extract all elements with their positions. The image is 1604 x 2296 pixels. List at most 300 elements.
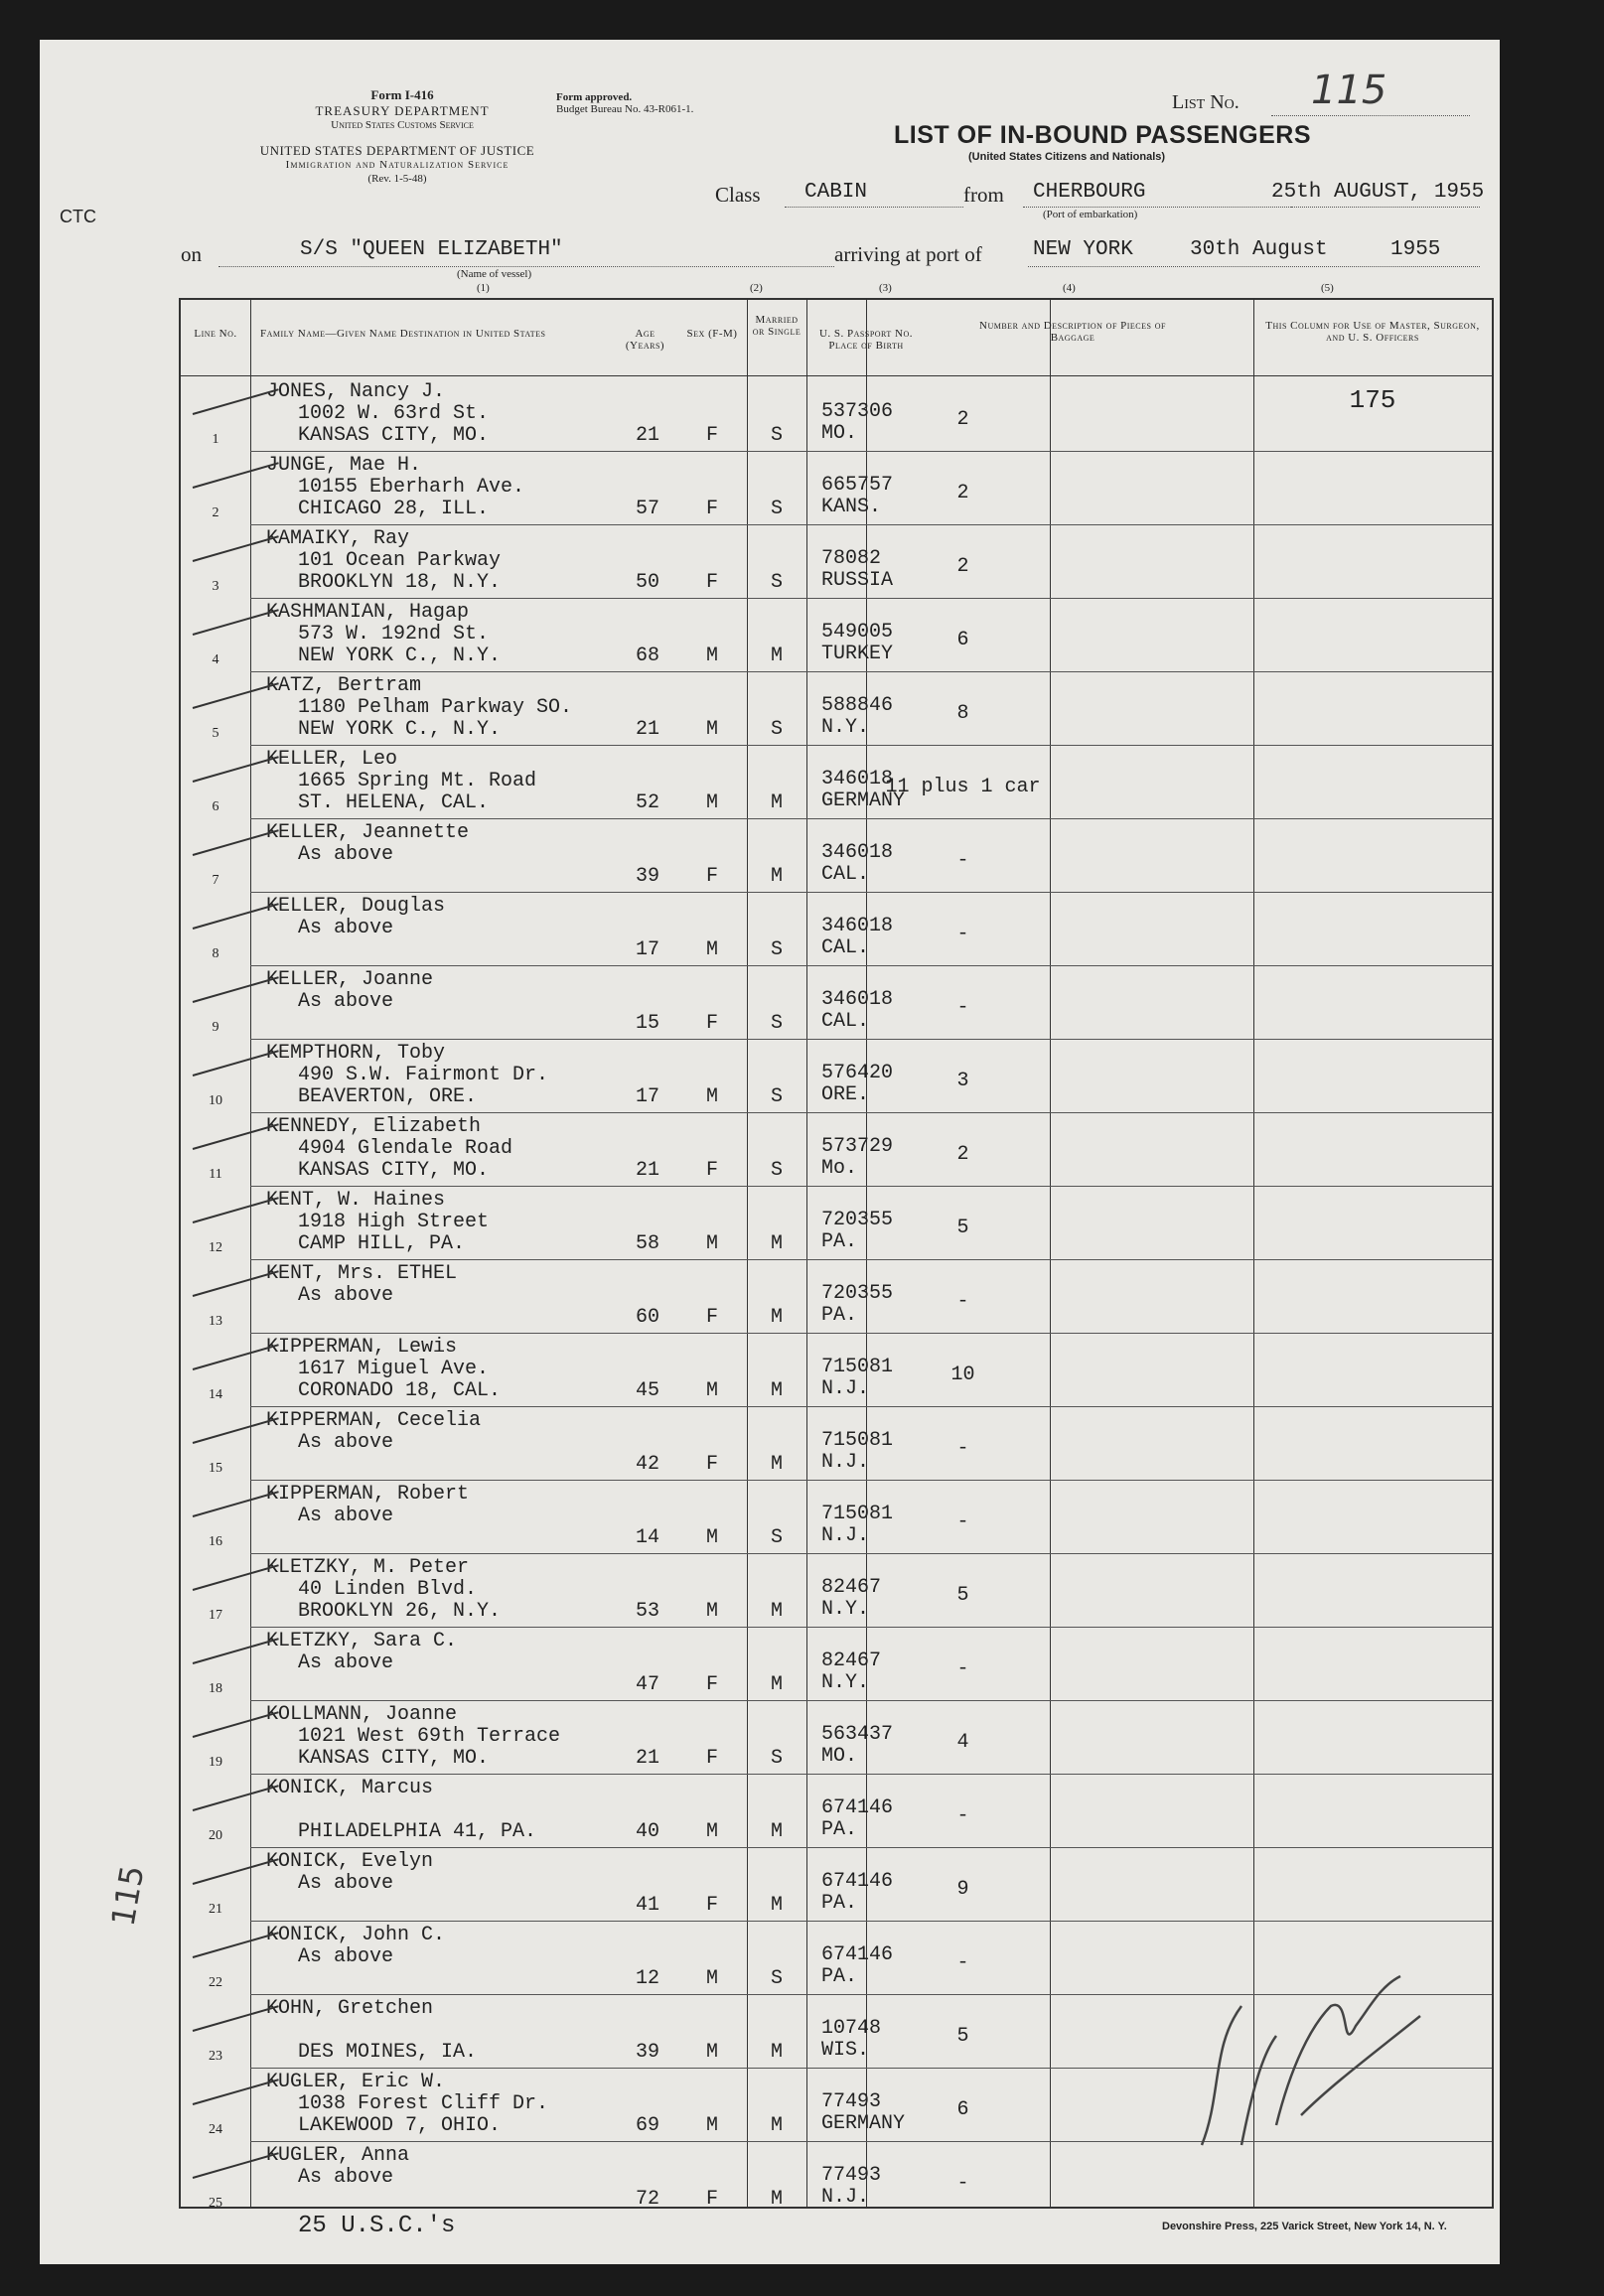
line-number: 18 (209, 1681, 222, 1696)
age: 57 (635, 498, 659, 520)
sex: F (705, 1894, 718, 1917)
list-no-label: List No. (1172, 91, 1239, 113)
column-header-baggage: Number and Description of Pieces of Baggage (979, 320, 1166, 344)
sex: F (705, 2188, 718, 2211)
sex: M (705, 1085, 718, 1108)
marital-status: M (770, 1673, 783, 1696)
address-line: 101 Ocean Parkway (298, 549, 502, 572)
line-number: 10 (209, 1093, 222, 1108)
place-of-birth: MO. (821, 422, 858, 445)
line-number: 21 (209, 1902, 222, 1917)
marital-status: M (770, 2188, 783, 2211)
marital-status: M (770, 1232, 783, 1255)
sex: F (705, 1673, 718, 1696)
address-line: As above (298, 1284, 394, 1307)
address-line: 1665 Spring Mt. Road (298, 770, 537, 792)
destination: BEAVERTON, ORE. (298, 1085, 478, 1108)
table-row (181, 1847, 1492, 1921)
passport-number: 674146 (821, 1796, 894, 1819)
passenger-name: KELLER, Joanne (266, 968, 434, 991)
address-line: As above (298, 990, 394, 1013)
line-number: 15 (209, 1461, 222, 1476)
sex: F (705, 1012, 718, 1035)
place-of-birth: WIS. (821, 2039, 870, 2062)
table-row (181, 377, 1492, 451)
passport-number: 346018 (821, 768, 894, 790)
age: 17 (635, 1085, 659, 1108)
table-row (181, 1627, 1492, 1700)
address-line: As above (298, 1651, 394, 1674)
passport-number: 82467 (821, 1650, 882, 1672)
passport-number: 720355 (821, 1209, 894, 1231)
passport-number: 576420 (821, 1062, 894, 1084)
passport-number: 573729 (821, 1135, 894, 1158)
column-header-married: Married or Single (752, 314, 802, 338)
age: 40 (635, 1820, 659, 1843)
passport-number: 563437 (821, 1723, 894, 1746)
col-number-3: (3) (879, 282, 892, 294)
place-of-birth: N.J. (821, 1524, 870, 1547)
address-line: 1021 West 69th Terrace (298, 1725, 561, 1748)
passenger-name: KIPPERMAN, Cecelia (266, 1409, 482, 1432)
justice-department: UNITED STATES DEPARTMENT OF JUSTICE (259, 143, 535, 158)
address-line: 1918 High Street (298, 1211, 490, 1233)
baggage: 6 (956, 2098, 969, 2121)
line-number: 1 (212, 432, 219, 447)
line-number: 20 (209, 1828, 222, 1843)
passport-number: 77493 (821, 2090, 882, 2113)
baggage: 11 plus 1 car (885, 776, 1041, 798)
baggage: - (956, 1290, 969, 1313)
age: 68 (635, 645, 659, 667)
table-row (181, 598, 1492, 671)
marital-status: M (770, 1894, 783, 1917)
age: 47 (635, 1673, 659, 1696)
line-number: 24 (209, 2122, 222, 2137)
baggage: - (956, 1951, 969, 1974)
place-of-birth: GERMANY (821, 789, 906, 812)
passenger-name: KASHMANIAN, Hagap (266, 601, 470, 624)
vessel-name: S/S "QUEEN ELIZABETH" (300, 238, 563, 261)
marital-status: M (770, 2114, 783, 2137)
sex: M (705, 1232, 718, 1255)
line-number: 5 (212, 726, 219, 741)
sex: F (705, 498, 718, 520)
place-of-birth: CAL. (821, 936, 870, 959)
marital-status: S (770, 1159, 783, 1182)
address-line: As above (298, 1872, 394, 1895)
passport-number: 346018 (821, 841, 894, 864)
column-header-passport: U. S. Passport No. Place of Birth (818, 328, 914, 352)
baggage: 5 (956, 1584, 969, 1607)
line-number: 12 (209, 1240, 222, 1255)
place-of-birth: N.J. (821, 1451, 870, 1474)
on-label: on (181, 242, 202, 266)
place-of-birth: GERMANY (821, 2112, 906, 2135)
passport-number: 715081 (821, 1429, 894, 1452)
line-number: 11 (209, 1167, 222, 1182)
margin-mark: CTC (60, 207, 96, 226)
place-of-birth: PA. (821, 1230, 858, 1253)
passenger-name: KELLER, Douglas (266, 895, 446, 918)
line-number: 23 (209, 2049, 222, 2064)
age: 15 (635, 1012, 659, 1035)
place-of-birth: N.Y. (821, 1598, 870, 1621)
col-number-1: (1) (477, 282, 490, 294)
age: 52 (635, 791, 659, 814)
destination: NEW YORK C., N.Y. (298, 645, 502, 667)
address-line: As above (298, 917, 394, 939)
marital-status: S (770, 498, 783, 520)
marital-status: M (770, 1453, 783, 1476)
table-row (181, 1112, 1492, 1186)
baggage: - (956, 1510, 969, 1533)
baggage: - (956, 2172, 969, 2195)
age: 42 (635, 1453, 659, 1476)
passport-number: 665757 (821, 474, 894, 497)
passport-number: 715081 (821, 1356, 894, 1378)
address-line: As above (298, 2166, 394, 2189)
sex: F (705, 1306, 718, 1329)
sex: F (705, 571, 718, 594)
address-line: 4904 Glendale Road (298, 1137, 513, 1160)
age: 72 (635, 2188, 659, 2211)
passport-number: 77493 (821, 2164, 882, 2187)
line-number: 3 (212, 579, 219, 594)
line-number: 16 (209, 1534, 222, 1549)
departure-date: 25th AUGUST, 1955 (1271, 181, 1485, 204)
place-of-birth: Mo. (821, 1157, 858, 1180)
marital-status: M (770, 645, 783, 667)
sex: M (705, 791, 718, 814)
table-row (181, 745, 1492, 818)
passenger-name: KELLER, Jeannette (266, 821, 470, 844)
place-of-birth: RUSSIA (821, 569, 894, 592)
passenger-name: KIPPERMAN, Robert (266, 1483, 470, 1506)
marital-status: M (770, 865, 783, 888)
passenger-name: JONES, Nancy J. (266, 380, 446, 403)
passport-number: 78082 (821, 547, 882, 570)
port-of-embarkation: CHERBOURG (1033, 181, 1146, 204)
marital-status: M (770, 2041, 783, 2064)
age: 60 (635, 1306, 659, 1329)
age: 41 (635, 1894, 659, 1917)
line-number: 17 (209, 1608, 222, 1623)
passenger-name: KATZ, Bertram (266, 674, 422, 697)
line-number: 8 (212, 946, 219, 961)
passport-number: 537306 (821, 400, 894, 423)
place-of-birth: N.J. (821, 2186, 870, 2209)
baggage: 3 (956, 1070, 969, 1092)
destination: PHILADELPHIA 41, PA. (298, 1820, 537, 1843)
sex: M (705, 2114, 718, 2137)
destination: LAKEWOOD 7, OHIO. (298, 2114, 502, 2137)
passenger-name: KENT, W. Haines (266, 1189, 446, 1212)
marital-status: M (770, 1379, 783, 1402)
address-line: 10155 Eberharh Ave. (298, 476, 525, 499)
sex: F (705, 1159, 718, 1182)
baggage: 6 (956, 629, 969, 651)
marital-status: S (770, 1747, 783, 1770)
passenger-name: KONICK, Evelyn (266, 1850, 434, 1873)
place-of-birth: MO. (821, 1745, 858, 1768)
address-line: 1038 Forest Cliff Dr. (298, 2092, 549, 2115)
age: 39 (635, 865, 659, 888)
baggage: - (956, 849, 969, 872)
place-of-birth: PA. (821, 1818, 858, 1841)
passenger-name: KELLER, Leo (266, 748, 398, 771)
baggage: - (956, 1657, 969, 1680)
line-number: 2 (212, 505, 219, 520)
age: 14 (635, 1526, 659, 1549)
age: 21 (635, 1747, 659, 1770)
place-of-birth: KANS. (821, 496, 882, 518)
destination: BROOKLYN 18, N.Y. (298, 571, 502, 594)
form-approved: Form approved. (556, 91, 633, 103)
list-no-value: 115 (1311, 68, 1387, 113)
baggage: 5 (956, 1217, 969, 1239)
form-number: Form I-416 (370, 87, 434, 102)
passport-number: 346018 (821, 988, 894, 1011)
table-row (181, 1333, 1492, 1406)
table-row (181, 524, 1492, 598)
passport-number: 720355 (821, 1282, 894, 1305)
age: 21 (635, 718, 659, 741)
destination: KANSAS CITY, MO. (298, 424, 490, 447)
baggage: - (956, 996, 969, 1019)
arriving-label: arriving at port of (834, 242, 982, 266)
passenger-name: KONICK, Marcus (266, 1777, 434, 1799)
baggage: 10 (950, 1363, 975, 1386)
class-value: CABIN (804, 181, 868, 204)
sex: F (705, 1747, 718, 1770)
table-row (181, 671, 1492, 745)
manifest-page (40, 40, 1500, 2264)
place-of-birth: N.Y. (821, 1671, 870, 1694)
table-row (181, 1700, 1492, 1774)
age: 39 (635, 2041, 659, 2064)
destination: CORONADO 18, CAL. (298, 1379, 502, 1402)
sex: F (705, 1453, 718, 1476)
passport-number: 674146 (821, 1870, 894, 1893)
place-of-birth: N.Y. (821, 716, 870, 739)
col-number-2: (2) (750, 282, 763, 294)
place-of-birth: PA. (821, 1304, 858, 1327)
passport-number: 715081 (821, 1503, 894, 1525)
baggage: - (956, 1437, 969, 1460)
arrival-date: 30th August (1190, 238, 1328, 261)
table-row (181, 965, 1492, 1039)
marital-status: M (770, 791, 783, 814)
passenger-name: KENT, Mrs. ETHEL (266, 1262, 458, 1285)
sex: M (705, 1600, 718, 1623)
address-line: As above (298, 843, 394, 866)
sex: F (705, 424, 718, 447)
immigration-service: Immigration and Naturalization Service (285, 159, 510, 171)
table-row (181, 818, 1492, 892)
arrival-year: 1955 (1390, 238, 1441, 261)
destination: BROOKLYN 26, N.Y. (298, 1600, 502, 1623)
col-number-4: (4) (1063, 282, 1076, 294)
destination: CHICAGO 28, ILL. (298, 498, 490, 520)
line-number: 4 (212, 652, 219, 667)
baggage: 2 (956, 555, 969, 578)
age: 58 (635, 1232, 659, 1255)
address-line: 1002 W. 63rd St. (298, 402, 490, 425)
table-row (181, 1039, 1492, 1112)
passenger-table (179, 298, 1494, 2209)
passport-number: 82467 (821, 1576, 882, 1599)
table-row (181, 451, 1492, 524)
age: 45 (635, 1379, 659, 1402)
column-header-line: Line No. (194, 328, 237, 340)
passenger-name: KAMAIKY, Ray (266, 527, 410, 550)
line-number: 22 (209, 1975, 222, 1990)
age: 53 (635, 1600, 659, 1623)
baggage: 4 (956, 1731, 969, 1754)
baggage: 2 (956, 408, 969, 431)
marital-status: S (770, 938, 783, 961)
document-subtitle: (United States Citizens and Nationals) (968, 151, 1166, 163)
column-header-sex: Sex (F-M) (686, 328, 738, 340)
handwritten-signature (1182, 1946, 1440, 2175)
marital-status: S (770, 718, 783, 741)
passenger-name: KUGLER, Anna (266, 2144, 410, 2167)
table-row (181, 1186, 1492, 1259)
budget-bureau: Budget Bureau No. 43-R061-1. (556, 103, 694, 115)
age: 21 (635, 1159, 659, 1182)
passenger-name: KOLLMANN, Joanne (266, 1703, 458, 1726)
place-of-birth: N.J. (821, 1377, 870, 1400)
sex: M (705, 938, 718, 961)
passport-number: 10748 (821, 2017, 882, 2040)
sex: F (705, 865, 718, 888)
destination: ST. HELENA, CAL. (298, 791, 490, 814)
printer-imprint: Devonshire Press, 225 Varick Street, New York 14, N. Y. (1162, 2221, 1447, 2232)
line-number: 25 (209, 2196, 222, 2211)
margin-note: 115 (103, 1862, 152, 1930)
passenger-name: KONICK, John C. (266, 1924, 446, 1946)
passport-number: 549005 (821, 621, 894, 644)
age: 50 (635, 571, 659, 594)
destination: NEW YORK C., N.Y. (298, 718, 502, 741)
table-row (181, 1406, 1492, 1480)
table-row (181, 892, 1492, 965)
table-row (181, 1774, 1492, 1847)
marital-status: M (770, 1600, 783, 1623)
line-number: 19 (209, 1755, 222, 1770)
sex: M (705, 1379, 718, 1402)
address-line: 1617 Miguel Ave. (298, 1358, 490, 1380)
marital-status: S (770, 1085, 783, 1108)
marital-status: S (770, 424, 783, 447)
officer-note: 175 (1349, 385, 1396, 415)
sex: M (705, 1526, 718, 1549)
address-line: As above (298, 1505, 394, 1527)
table-row (181, 1259, 1492, 1333)
baggage: 5 (956, 2025, 969, 2048)
destination: KANSAS CITY, MO. (298, 1747, 490, 1770)
col-number-5: (5) (1321, 282, 1334, 294)
address-line: 1180 Pelham Parkway SO. (298, 696, 573, 719)
column-header-age: Age (Years) (625, 328, 665, 352)
address-line: 40 Linden Blvd. (298, 1578, 478, 1601)
table-row (181, 1480, 1492, 1553)
table-row (181, 1553, 1492, 1627)
age: 21 (635, 424, 659, 447)
sex: M (705, 2041, 718, 2064)
marital-status: S (770, 1967, 783, 1990)
address-line: 573 W. 192nd St. (298, 623, 490, 646)
age: 12 (635, 1967, 659, 1990)
line-number: 14 (209, 1387, 222, 1402)
sex: M (705, 645, 718, 667)
revision: (Rev. 1-5-48) (367, 173, 427, 185)
passenger-name: KLETZKY, M. Peter (266, 1556, 470, 1579)
column-header-name: Family Name—Given Name Destination in United States (260, 328, 546, 340)
sex: M (705, 1967, 718, 1990)
place-of-birth: PA. (821, 1965, 858, 1988)
place-of-birth: CAL. (821, 863, 870, 886)
passenger-name: KENNEDY, Elizabeth (266, 1115, 482, 1138)
address-line: 490 S.W. Fairmont Dr. (298, 1064, 549, 1086)
destination: DES MOINES, IA. (298, 2041, 478, 2064)
vessel-note: (Name of vessel) (457, 268, 532, 280)
baggage: 2 (956, 1143, 969, 1166)
passenger-name: KIPPERMAN, Lewis (266, 1336, 458, 1359)
passenger-name: KOHN, Gretchen (266, 1997, 434, 2020)
baggage: 2 (956, 482, 969, 504)
line-number: 9 (212, 1020, 219, 1035)
baggage: 9 (956, 1878, 969, 1901)
place-of-birth: TURKEY (821, 643, 894, 665)
marital-status: S (770, 1526, 783, 1549)
passenger-name: KEMPTHORN, Toby (266, 1042, 446, 1065)
age: 69 (635, 2114, 659, 2137)
passenger-count: 25 U.S.C.'s (298, 2213, 456, 2239)
marital-status: M (770, 1306, 783, 1329)
passenger-name: KUGLER, Eric W. (266, 2071, 446, 2093)
column-header-officers: This Column for Use of Master, Surgeon, and U. S. Officers (1265, 320, 1480, 344)
passport-number: 588846 (821, 694, 894, 717)
baggage: - (956, 1804, 969, 1827)
document-title: LIST OF IN-BOUND PASSENGERS (894, 121, 1312, 149)
baggage: 8 (956, 702, 969, 725)
from-label: from (963, 183, 1004, 207)
marital-status: S (770, 571, 783, 594)
passport-number: 674146 (821, 1943, 894, 1966)
address-line: As above (298, 1945, 394, 1968)
destination: CAMP HILL, PA. (298, 1232, 466, 1255)
destination: KANSAS CITY, MO. (298, 1159, 490, 1182)
treasury-department: TREASURY DEPARTMENT (315, 103, 490, 118)
sex: M (705, 1820, 718, 1843)
baggage: - (956, 923, 969, 945)
line-number: 6 (212, 799, 219, 814)
sex: M (705, 718, 718, 741)
arrival-port: NEW YORK (1033, 238, 1133, 261)
customs-service: United States Customs Service (331, 119, 474, 131)
line-number: 13 (209, 1314, 222, 1329)
age: 17 (635, 938, 659, 961)
class-label: Class (715, 183, 761, 207)
passport-number: 346018 (821, 915, 894, 937)
line-number: 7 (212, 873, 219, 888)
marital-status: S (770, 1012, 783, 1035)
passenger-name: JUNGE, Mae H. (266, 454, 422, 477)
place-of-birth: ORE. (821, 1083, 870, 1106)
place-of-birth: CAL. (821, 1010, 870, 1033)
